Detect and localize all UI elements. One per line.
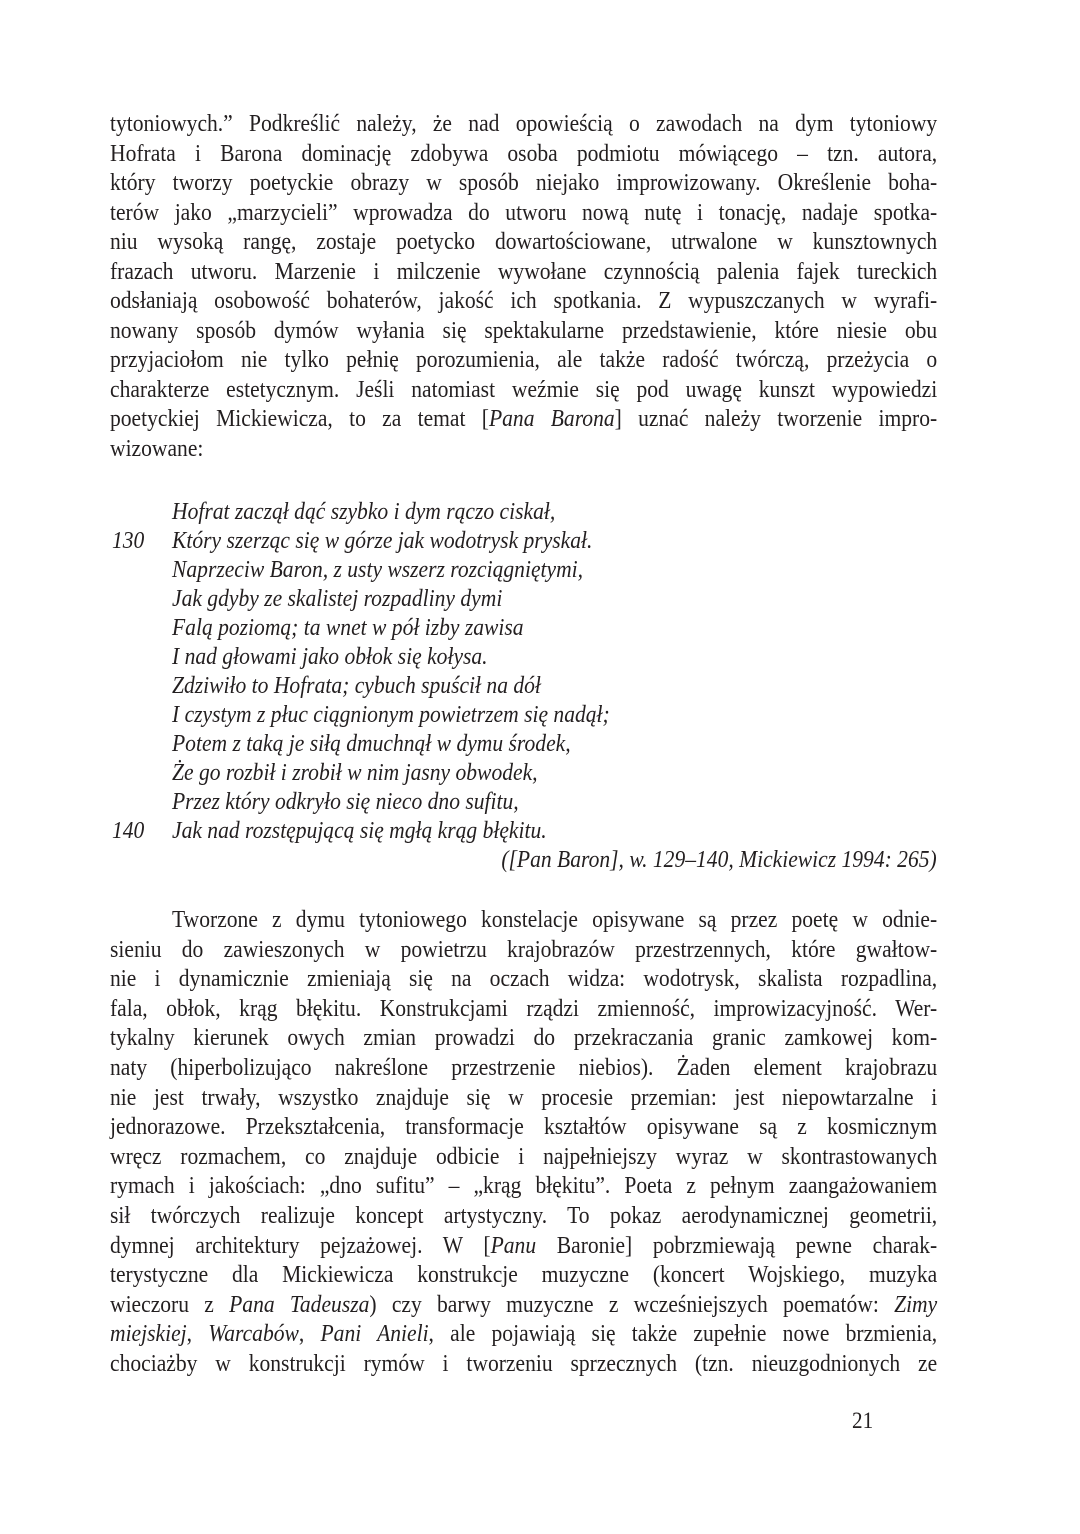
paragraph-line: Hofrata i Barona dominację zdobywa osoba podmiotu mówiącego – tzn. autora,	[110, 139, 938, 167]
text-run: poetyckiej Mickiewicza, to za temat [	[110, 405, 489, 432]
work-title-italic: Pana Tadeusza	[229, 1290, 370, 1318]
work-title-italic: Panu	[490, 1231, 537, 1259]
paragraph-line: nie i dynamicznie zmieniają się na oczach widza: wodotrysk, skalista rozpadlina,	[110, 965, 938, 993]
paragraph-line: chociażby w konstrukcji rymów i tworzeniu sprzecznych (tzn. nieuzgodnionych ze	[110, 1350, 938, 1377]
work-title-italic: miejskiej	[110, 1320, 187, 1348]
paragraph-line: terystyczne dla Mickiewicza konstrukcje muzyczne (koncert Wojskiego, muzyka	[110, 1261, 938, 1289]
verse-line: Naprzeciw Baron, z usty wszerz rozciągniętymi,	[172, 556, 584, 583]
work-title-italic: Pana Barona	[488, 405, 615, 432]
paragraph-line: frazach utworu. Marzenie i milczenie wywołane czynnością palenia fajek tureckich	[110, 257, 938, 285]
paragraph-line	[110, 1319, 937, 1349]
verse-line: Potem z taką je siłą dmuchnął w dymu środek,	[172, 730, 571, 757]
paragraph-line: niu wysoką rangę, zostaje poetycko dowartościowane, utrwalone w kunsztownych	[110, 228, 938, 255]
verse-line: Hofrat zaczął dąć szybko i dym rączo ciskał,	[172, 498, 556, 525]
paragraph-line: sił twórczych realizuje koncept artystyczny. To pokaz aerodynamicznej geometrii,	[110, 1202, 938, 1229]
verse-line: Zdziwiło to Hofrata; cybuch spuścił na dół	[172, 672, 541, 699]
text-run: dymnej architektury pejzażowej. W [	[110, 1231, 491, 1259]
paragraph-line: tykalny kierunek owych zmian prowadzi do przekraczania granic zamkowej kom-	[110, 1024, 938, 1052]
verse-line: Jak nad rozstępującą się mgłą krąg błękitu.	[172, 817, 547, 844]
text-run: Baronie] pobrzmiewają pewne charak-	[536, 1231, 938, 1259]
paragraph-line: rymach i jakościach: „dno sufitu” – „krąg błękitu”. Poeta z pełnym zaangażowaniem	[110, 1172, 938, 1200]
paragraph-line	[110, 1231, 937, 1261]
text-run: ,	[298, 1320, 321, 1348]
paragraph-line: wręcz rozmachem, co znajduje odbicie i najpełniejszy wyraz w skontrastowanych	[110, 1142, 938, 1170]
paragraph-line: terów jako „marzycieli” wprowadza do utworu nową nutę i tonację, nadaje spotka-	[110, 198, 938, 226]
verse-line: Jak gdyby ze skalistej rozpadliny dymi	[172, 585, 503, 612]
verse-line: Falą poziomą; ta wnet w pół izby zawisa	[172, 614, 524, 641]
verse-line: Że go rozbił i zrobił w nim jasny obwodek,	[172, 759, 538, 786]
verse-line-number: 140	[112, 817, 145, 844]
paragraph-line	[110, 1290, 937, 1320]
verse-line: I czystym z płuc ciągnionym powietrzem się nadął;	[172, 701, 610, 728]
paragraph-line: tytoniowych.” Podkreślić należy, że nad opowieścią o zawodach na dym tytoniowy	[110, 110, 938, 137]
text-run: ,	[186, 1320, 209, 1348]
paragraph-line: charakterze estetycznym. Jeśli natomiast weźmie się pod uwagę kunszt wypowiedzi	[110, 375, 938, 403]
paragraph-line: odsłaniają osobowość bohaterów, jakość ich spotkania. Z wypuszczanych w wyrafi-	[110, 287, 938, 314]
work-title-italic: Zimy	[894, 1290, 938, 1318]
verse-line-number: 130	[112, 527, 145, 554]
paragraph-line: nie jest trwały, wszystko znajduje się w procesie przemian: jest niepowtarzalne i	[110, 1083, 938, 1111]
verse-line: I nad głowami jako obłok się kołysa.	[172, 643, 488, 670]
verse-line: Który szerząc się w górze jak wodotrysk pryskał.	[172, 527, 593, 554]
text-run: , ale pojawiają się także zupełnie nowe brzmienia,	[428, 1320, 938, 1348]
page-number: 21	[852, 1408, 874, 1433]
text-run: ] uznać należy tworzenie impro-	[614, 405, 938, 432]
work-title-italic: Pani Anieli	[320, 1320, 429, 1348]
paragraph-line: naty (hiperbolizująco nakreślone przestrzenie niebios). Żaden element krajobrazu	[110, 1054, 938, 1081]
paragraph-line: fala, obłok, krąg błękitu. Konstrukcjami rządzi zmienność, improwizacyjność. Wer-	[110, 994, 938, 1022]
paragraph-line: który tworzy poetyckie obrazy w sposób niejako improwizowany. Określenie boha-	[110, 169, 938, 196]
paragraph-line: przyjaciołom nie tylko pełnię porozumienia, ale także radość twórczą, przeżycia o	[110, 346, 938, 373]
paragraph-line: jednorazowe. Przekształcenia, transformacje kształtów opisywane są z kosmicznym	[110, 1113, 938, 1141]
verse-line: Przez który odkryło się nieco dno sufitu,	[172, 788, 519, 815]
text-run: ) czy barwy muzyczne z wcześniejszych poematów:	[369, 1290, 895, 1318]
paragraph-line: sieniu do zawieszonych w powietrzu krajobrazów przestrzennych, które gwałtow-	[110, 935, 938, 963]
text-run: wieczoru z	[110, 1290, 230, 1318]
paragraph-line: wizowane:	[110, 434, 204, 462]
verse-attribution: ([Pan Baron], w. 129–140, Mickiewicz 1994: 265)	[501, 846, 937, 873]
paragraph-line: nowany sposób dymów wyłania się spektakularne przedstawienie, które niesie obu	[110, 316, 938, 344]
work-title-italic: Warcabów	[208, 1320, 299, 1348]
paragraph-line	[110, 404, 937, 434]
paragraph-line: Tworzone z dymu tytoniowego konstelacje opisywane są przez poetę w odnie-	[172, 906, 938, 933]
